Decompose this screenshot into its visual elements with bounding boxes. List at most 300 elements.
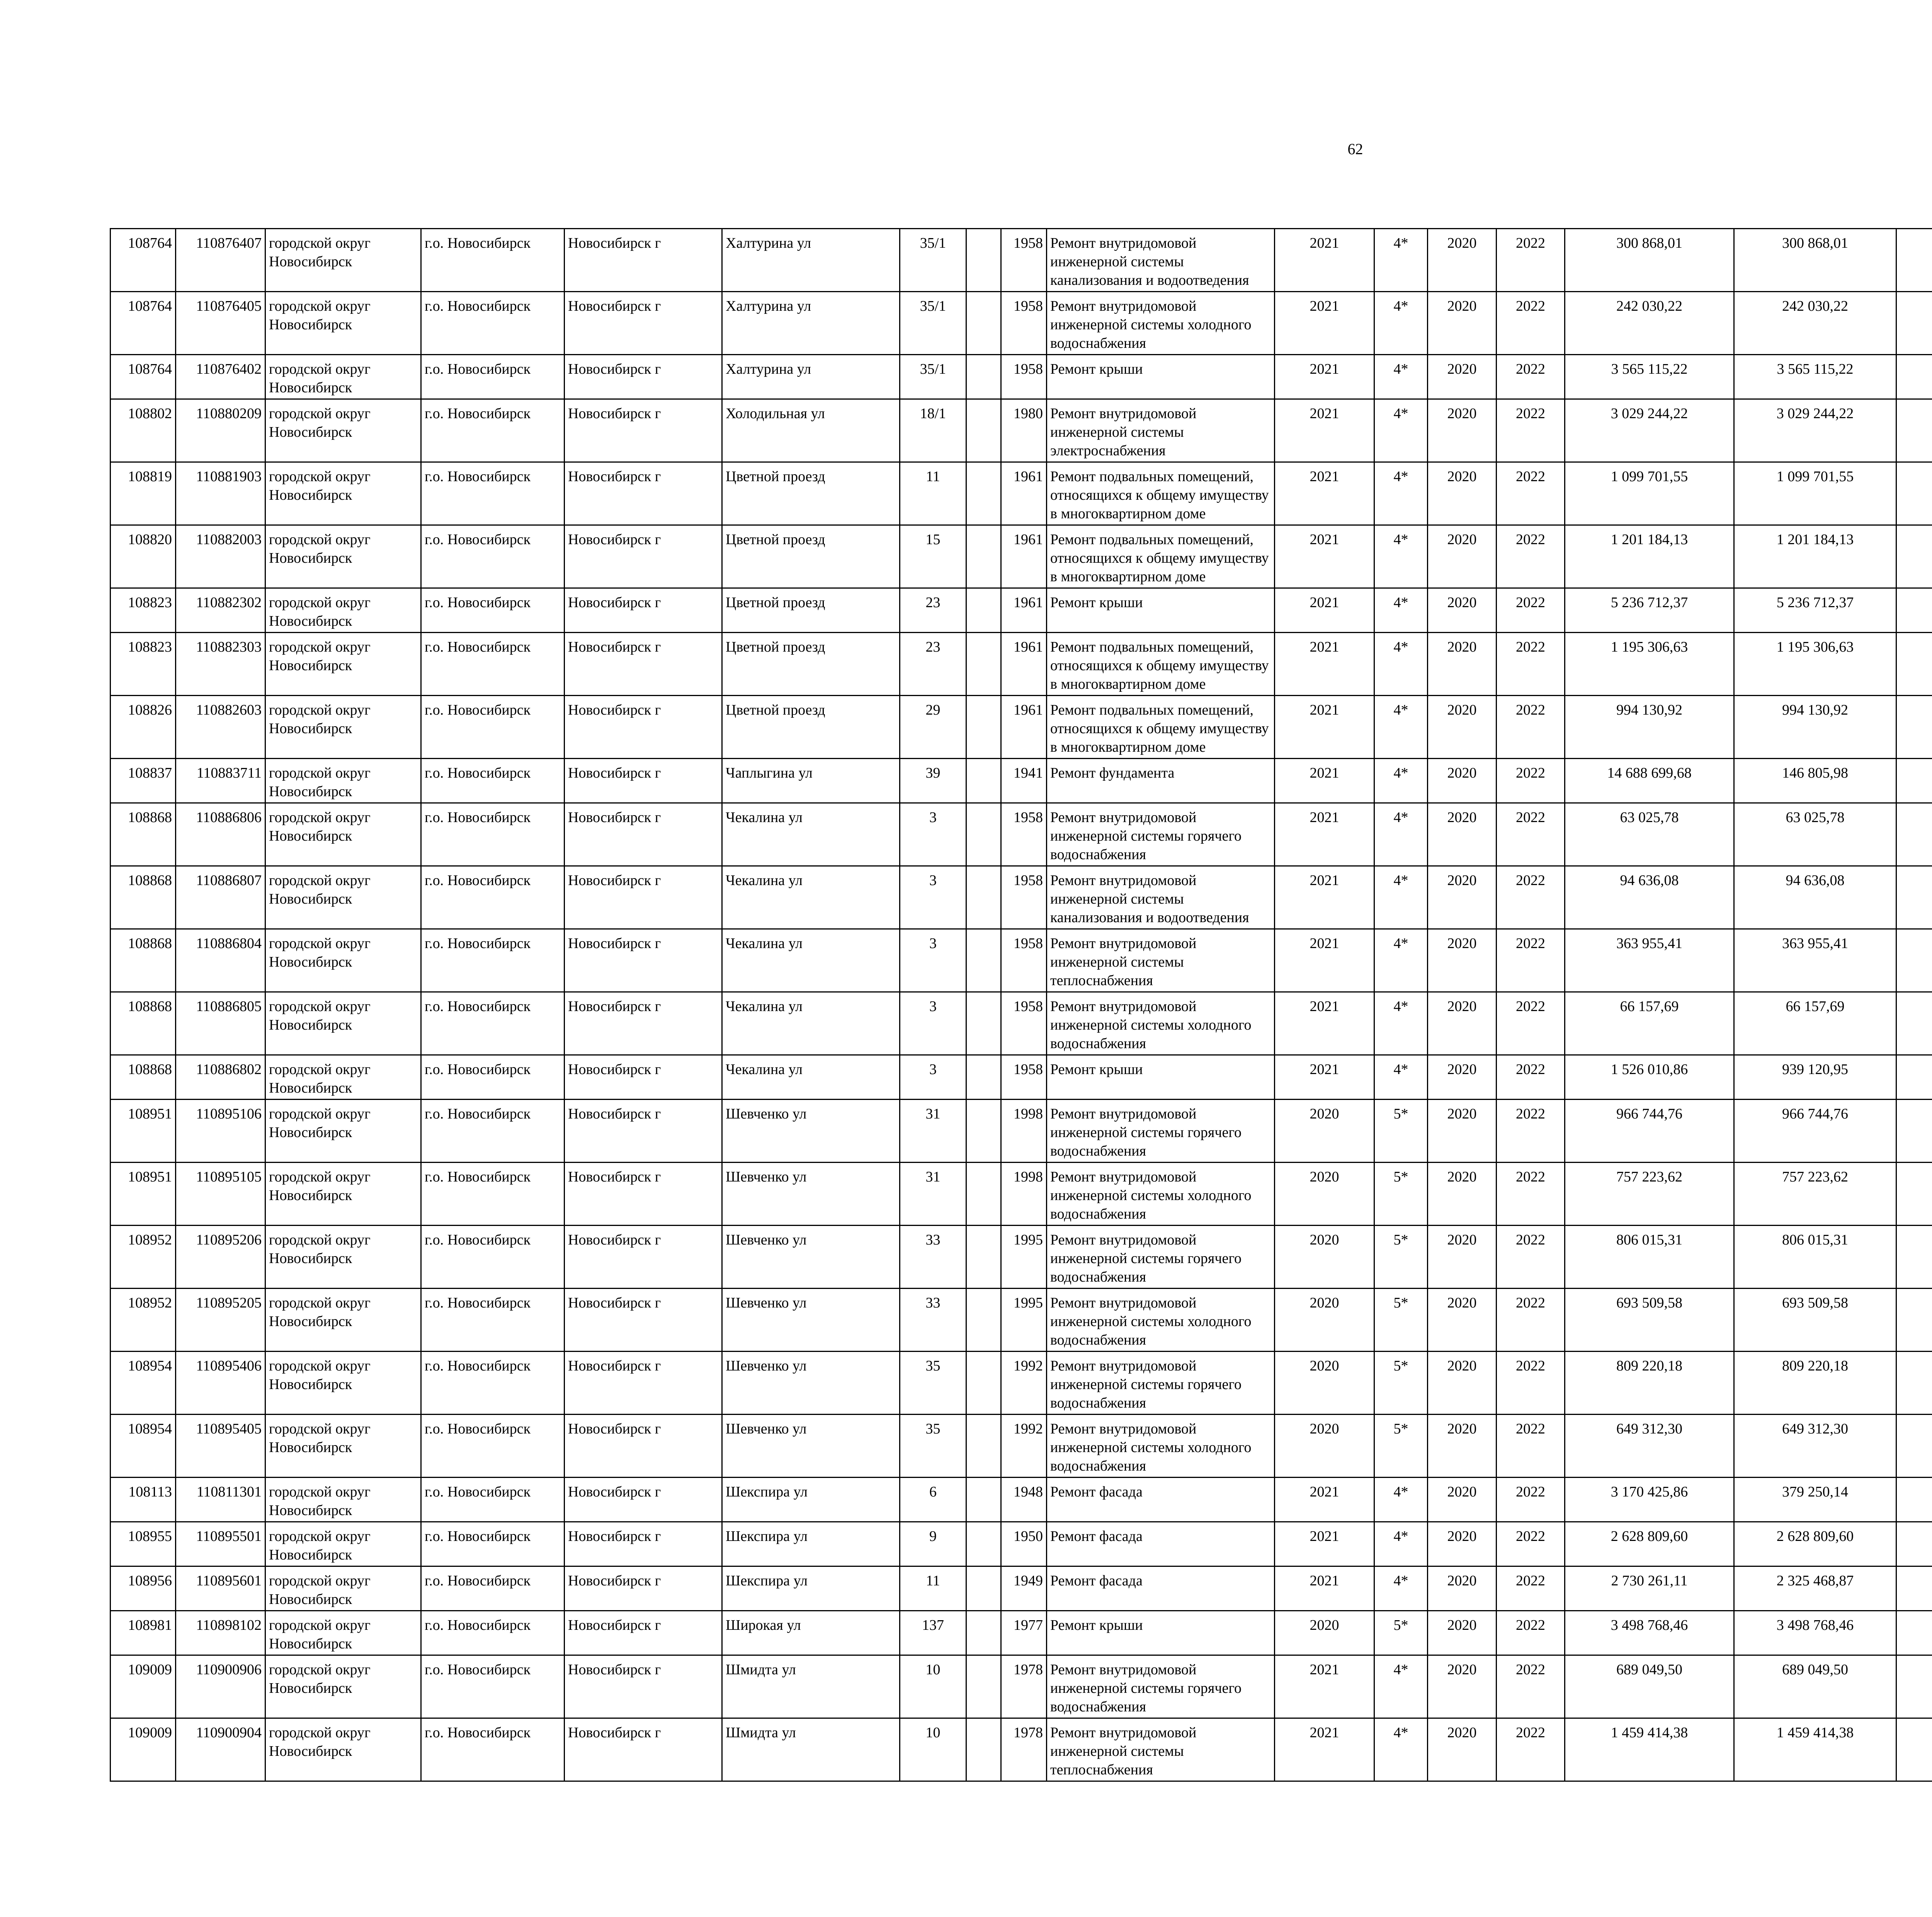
street-cell: Цветной проезд xyxy=(722,588,900,633)
plan-year-cell: 2021 xyxy=(1275,1522,1374,1566)
work-type-cell: Ремонт внутридомовой инженерной системы канализования и водоотведения xyxy=(1047,229,1275,292)
build-year-cell: 1998 xyxy=(1001,1163,1047,1226)
fund-cost-cell: 649 312,30 xyxy=(1734,1415,1896,1478)
object-id-cell: 108823 xyxy=(111,588,176,633)
fund-cost-cell: 146 805,98 xyxy=(1734,759,1896,803)
work-type-cell: Ремонт внутридомовой инженерной системы горячего водоснабжения xyxy=(1047,1100,1275,1163)
table-row xyxy=(111,1163,1932,1226)
building-letter-cell xyxy=(966,1226,1001,1289)
fund-cost-cell: 1 099 701,55 xyxy=(1734,462,1896,525)
regional-budget-cell xyxy=(1896,929,1932,992)
plan-year-cell: 2021 xyxy=(1275,992,1374,1055)
work-id-cell: 110876405 xyxy=(176,292,265,355)
municipality-cell: городской округ Новосибирск xyxy=(265,759,421,803)
object-id-cell: 108802 xyxy=(111,399,176,462)
street-cell: Шекспира ул xyxy=(722,1478,900,1522)
settlement-cell: Новосибирск г xyxy=(565,1352,722,1415)
priority-cell: 5* xyxy=(1374,1352,1428,1415)
build-year-cell: 1992 xyxy=(1001,1415,1047,1478)
priority-cell: 4* xyxy=(1374,929,1428,992)
municipality-cell: городской округ Новосибирск xyxy=(265,1522,421,1566)
end-year-cell: 2022 xyxy=(1497,292,1565,355)
end-year-cell: 2022 xyxy=(1497,525,1565,588)
plan-year-cell: 2021 xyxy=(1275,1655,1374,1718)
regional-budget-cell xyxy=(1896,229,1932,292)
start-year-cell: 2020 xyxy=(1428,525,1497,588)
settlement-cell: Новосибирск г xyxy=(565,588,722,633)
building-letter-cell xyxy=(966,1163,1001,1226)
street-cell: Шевченко ул xyxy=(722,1352,900,1415)
build-year-cell: 1958 xyxy=(1001,355,1047,399)
priority-cell: 4* xyxy=(1374,525,1428,588)
repair-register-table xyxy=(110,228,1932,1782)
fund-cost-cell: 939 120,95 xyxy=(1734,1055,1896,1100)
table-row xyxy=(111,355,1932,399)
priority-cell: 4* xyxy=(1374,588,1428,633)
street-cell: Чекалина ул xyxy=(722,929,900,992)
house-number-cell: 3 xyxy=(900,929,966,992)
start-year-cell: 2020 xyxy=(1428,1352,1497,1415)
street-cell: Цветной проезд xyxy=(722,462,900,525)
work-id-cell: 110883711 xyxy=(176,759,265,803)
object-id-cell: 109009 xyxy=(111,1655,176,1718)
table-row xyxy=(111,588,1932,633)
municipal-district-cell: г.о. Новосибирск xyxy=(421,1163,565,1226)
total-cost-cell: 14 688 699,68 xyxy=(1565,759,1734,803)
priority-cell: 4* xyxy=(1374,1566,1428,1611)
start-year-cell: 2020 xyxy=(1428,1163,1497,1226)
building-letter-cell xyxy=(966,525,1001,588)
building-letter-cell xyxy=(966,355,1001,399)
fund-cost-cell: 2 628 809,60 xyxy=(1734,1522,1896,1566)
build-year-cell: 1961 xyxy=(1001,696,1047,759)
start-year-cell: 2020 xyxy=(1428,1566,1497,1611)
object-id-cell: 108820 xyxy=(111,525,176,588)
object-id-cell: 108956 xyxy=(111,1566,176,1611)
fund-cost-cell: 994 130,92 xyxy=(1734,696,1896,759)
table-row xyxy=(111,866,1932,929)
house-number-cell: 3 xyxy=(900,992,966,1055)
object-id-cell: 108868 xyxy=(111,866,176,929)
end-year-cell: 2022 xyxy=(1497,588,1565,633)
settlement-cell: Новосибирск г xyxy=(565,866,722,929)
priority-cell: 5* xyxy=(1374,1226,1428,1289)
table-row xyxy=(111,1226,1932,1289)
work-id-cell: 110886806 xyxy=(176,803,265,866)
street-cell: Шмидта ул xyxy=(722,1718,900,1781)
building-letter-cell xyxy=(966,759,1001,803)
total-cost-cell: 1 201 184,13 xyxy=(1565,525,1734,588)
regional-budget-cell xyxy=(1896,1100,1932,1163)
end-year-cell: 2022 xyxy=(1497,1163,1565,1226)
object-id-cell: 108837 xyxy=(111,759,176,803)
priority-cell: 4* xyxy=(1374,696,1428,759)
fund-cost-cell: 1 201 184,13 xyxy=(1734,525,1896,588)
building-letter-cell xyxy=(966,866,1001,929)
end-year-cell: 2022 xyxy=(1497,992,1565,1055)
settlement-cell: Новосибирск г xyxy=(565,803,722,866)
street-cell: Чекалина ул xyxy=(722,866,900,929)
build-year-cell: 1958 xyxy=(1001,929,1047,992)
start-year-cell: 2020 xyxy=(1428,399,1497,462)
settlement-cell: Новосибирск г xyxy=(565,1226,722,1289)
work-id-cell: 110895406 xyxy=(176,1352,265,1415)
work-type-cell: Ремонт подвальных помещений, относящихся к общему имуществу в многоквартирном доме xyxy=(1047,633,1275,696)
municipal-district-cell: г.о. Новосибирск xyxy=(421,1655,565,1718)
regional-budget-cell xyxy=(1896,399,1932,462)
municipality-cell: городской округ Новосибирск xyxy=(265,399,421,462)
object-id-cell: 108819 xyxy=(111,462,176,525)
start-year-cell: 2020 xyxy=(1428,1611,1497,1655)
settlement-cell: Новосибирск г xyxy=(565,525,722,588)
municipal-district-cell: г.о. Новосибирск xyxy=(421,525,565,588)
fund-cost-cell: 94 636,08 xyxy=(1734,866,1896,929)
regional-budget-cell xyxy=(1896,525,1932,588)
object-id-cell: 108951 xyxy=(111,1100,176,1163)
work-id-cell: 110900904 xyxy=(176,1718,265,1781)
end-year-cell: 2022 xyxy=(1497,1522,1565,1566)
work-type-cell: Ремонт крыши xyxy=(1047,1611,1275,1655)
municipal-district-cell: г.о. Новосибирск xyxy=(421,866,565,929)
priority-cell: 4* xyxy=(1374,1522,1428,1566)
end-year-cell: 2022 xyxy=(1497,1100,1565,1163)
total-cost-cell: 1 526 010,86 xyxy=(1565,1055,1734,1100)
municipal-district-cell: г.о. Новосибирск xyxy=(421,1478,565,1522)
fund-cost-cell: 1 459 414,38 xyxy=(1734,1718,1896,1781)
table-row xyxy=(111,229,1932,292)
municipality-cell: городской округ Новосибирск xyxy=(265,1055,421,1100)
fund-cost-cell: 5 236 712,37 xyxy=(1734,588,1896,633)
house-number-cell: 137 xyxy=(900,1611,966,1655)
municipal-district-cell: г.о. Новосибирск xyxy=(421,355,565,399)
table-row xyxy=(111,1522,1932,1566)
work-id-cell: 110811301 xyxy=(176,1478,265,1522)
plan-year-cell: 2021 xyxy=(1275,525,1374,588)
work-type-cell: Ремонт внутридомовой инженерной системы электроснабжения xyxy=(1047,399,1275,462)
total-cost-cell: 66 157,69 xyxy=(1565,992,1734,1055)
plan-year-cell: 2020 xyxy=(1275,1163,1374,1226)
object-id-cell: 108952 xyxy=(111,1289,176,1352)
build-year-cell: 1978 xyxy=(1001,1718,1047,1781)
municipality-cell: городской округ Новосибирск xyxy=(265,1226,421,1289)
work-type-cell: Ремонт внутридомовой инженерной системы горячего водоснабжения xyxy=(1047,1226,1275,1289)
municipality-cell: городской округ Новосибирск xyxy=(265,525,421,588)
house-number-cell: 39 xyxy=(900,759,966,803)
municipality-cell: городской округ Новосибирск xyxy=(265,355,421,399)
municipal-district-cell: г.о. Новосибирск xyxy=(421,1226,565,1289)
work-id-cell: 110895601 xyxy=(176,1566,265,1611)
start-year-cell: 2020 xyxy=(1428,292,1497,355)
build-year-cell: 1995 xyxy=(1001,1226,1047,1289)
end-year-cell: 2022 xyxy=(1497,696,1565,759)
total-cost-cell: 693 509,58 xyxy=(1565,1289,1734,1352)
municipal-district-cell: г.о. Новосибирск xyxy=(421,1566,565,1611)
municipality-cell: городской округ Новосибирск xyxy=(265,696,421,759)
priority-cell: 4* xyxy=(1374,1718,1428,1781)
house-number-cell: 35/1 xyxy=(900,292,966,355)
municipality-cell: городской округ Новосибирск xyxy=(265,462,421,525)
fund-cost-cell: 3 498 768,46 xyxy=(1734,1611,1896,1655)
plan-year-cell: 2021 xyxy=(1275,633,1374,696)
plan-year-cell: 2020 xyxy=(1275,1100,1374,1163)
regional-budget-cell xyxy=(1896,1611,1932,1655)
street-cell: Цветной проезд xyxy=(722,696,900,759)
street-cell: Цветной проезд xyxy=(722,633,900,696)
object-id-cell: 108764 xyxy=(111,355,176,399)
total-cost-cell: 363 955,41 xyxy=(1565,929,1734,992)
fund-cost-cell: 63 025,78 xyxy=(1734,803,1896,866)
start-year-cell: 2020 xyxy=(1428,866,1497,929)
build-year-cell: 1961 xyxy=(1001,462,1047,525)
work-type-cell: Ремонт фундамента xyxy=(1047,759,1275,803)
building-letter-cell xyxy=(966,1289,1001,1352)
total-cost-cell: 809 220,18 xyxy=(1565,1352,1734,1415)
fund-cost-cell: 693 509,58 xyxy=(1734,1289,1896,1352)
house-number-cell: 3 xyxy=(900,866,966,929)
street-cell: Шевченко ул xyxy=(722,1100,900,1163)
house-number-cell: 33 xyxy=(900,1226,966,1289)
end-year-cell: 2022 xyxy=(1497,229,1565,292)
building-letter-cell xyxy=(966,1718,1001,1781)
regional-budget-cell xyxy=(1896,1415,1932,1478)
building-letter-cell xyxy=(966,696,1001,759)
street-cell: Шевченко ул xyxy=(722,1163,900,1226)
work-id-cell: 110886807 xyxy=(176,866,265,929)
fund-cost-cell: 2 325 468,87 xyxy=(1734,1566,1896,1611)
work-id-cell: 110882302 xyxy=(176,588,265,633)
municipality-cell: городской округ Новосибирск xyxy=(265,1415,421,1478)
settlement-cell: Новосибирск г xyxy=(565,929,722,992)
end-year-cell: 2022 xyxy=(1497,759,1565,803)
building-letter-cell xyxy=(966,992,1001,1055)
regional-budget-cell xyxy=(1896,1163,1932,1226)
end-year-cell: 2022 xyxy=(1497,1289,1565,1352)
fund-cost-cell: 809 220,18 xyxy=(1734,1352,1896,1415)
plan-year-cell: 2021 xyxy=(1275,1055,1374,1100)
plan-year-cell: 2021 xyxy=(1275,1566,1374,1611)
end-year-cell: 2022 xyxy=(1497,1566,1565,1611)
settlement-cell: Новосибирск г xyxy=(565,1415,722,1478)
regional-budget-cell xyxy=(1896,1718,1932,1781)
end-year-cell: 2022 xyxy=(1497,1352,1565,1415)
municipal-district-cell: г.о. Новосибирск xyxy=(421,803,565,866)
total-cost-cell: 757 223,62 xyxy=(1565,1163,1734,1226)
work-type-cell: Ремонт внутридомовой инженерной системы теплоснабжения xyxy=(1047,929,1275,992)
total-cost-cell: 94 636,08 xyxy=(1565,866,1734,929)
street-cell: Шекспира ул xyxy=(722,1566,900,1611)
municipality-cell: городской округ Новосибирск xyxy=(265,1478,421,1522)
municipality-cell: городской округ Новосибирск xyxy=(265,292,421,355)
total-cost-cell: 300 868,01 xyxy=(1565,229,1734,292)
settlement-cell: Новосибирск г xyxy=(565,462,722,525)
work-type-cell: Ремонт фасада xyxy=(1047,1478,1275,1522)
build-year-cell: 1980 xyxy=(1001,399,1047,462)
plan-year-cell: 2020 xyxy=(1275,1352,1374,1415)
start-year-cell: 2020 xyxy=(1428,696,1497,759)
start-year-cell: 2020 xyxy=(1428,1289,1497,1352)
municipality-cell: городской округ Новосибирск xyxy=(265,1611,421,1655)
work-id-cell: 110886802 xyxy=(176,1055,265,1100)
table-row xyxy=(111,292,1932,355)
priority-cell: 4* xyxy=(1374,462,1428,525)
plan-year-cell: 2021 xyxy=(1275,588,1374,633)
table-row xyxy=(111,1478,1932,1522)
build-year-cell: 1948 xyxy=(1001,1478,1047,1522)
end-year-cell: 2022 xyxy=(1497,355,1565,399)
regional-budget-cell xyxy=(1896,1655,1932,1718)
priority-cell: 4* xyxy=(1374,1655,1428,1718)
work-id-cell: 110895501 xyxy=(176,1522,265,1566)
work-type-cell: Ремонт подвальных помещений, относящихся к общему имуществу в многоквартирном доме xyxy=(1047,696,1275,759)
settlement-cell: Новосибирск г xyxy=(565,1611,722,1655)
regional-budget-cell xyxy=(1896,1226,1932,1289)
regional-budget-cell xyxy=(1896,992,1932,1055)
street-cell: Чекалина ул xyxy=(722,1055,900,1100)
build-year-cell: 1950 xyxy=(1001,1522,1047,1566)
end-year-cell: 2022 xyxy=(1497,929,1565,992)
municipality-cell: городской округ Новосибирск xyxy=(265,1163,421,1226)
table-row xyxy=(111,399,1932,462)
work-id-cell: 110882603 xyxy=(176,696,265,759)
priority-cell: 5* xyxy=(1374,1611,1428,1655)
object-id-cell: 108826 xyxy=(111,696,176,759)
object-id-cell: 108764 xyxy=(111,229,176,292)
municipal-district-cell: г.о. Новосибирск xyxy=(421,633,565,696)
building-letter-cell xyxy=(966,633,1001,696)
end-year-cell: 2022 xyxy=(1497,633,1565,696)
municipal-district-cell: г.о. Новосибирск xyxy=(421,1100,565,1163)
municipality-cell: городской округ Новосибирск xyxy=(265,929,421,992)
municipality-cell: городской округ Новосибирск xyxy=(265,1100,421,1163)
regional-budget-cell xyxy=(1896,696,1932,759)
table-row xyxy=(111,1655,1932,1718)
priority-cell: 5* xyxy=(1374,1415,1428,1478)
house-number-cell: 23 xyxy=(900,633,966,696)
total-cost-cell: 3 170 425,86 xyxy=(1565,1478,1734,1522)
plan-year-cell: 2021 xyxy=(1275,759,1374,803)
table-row xyxy=(111,1566,1932,1611)
total-cost-cell: 649 312,30 xyxy=(1565,1415,1734,1478)
regional-budget-cell xyxy=(1896,1055,1932,1100)
table-row xyxy=(111,462,1932,525)
settlement-cell: Новосибирск г xyxy=(565,759,722,803)
regional-budget-cell xyxy=(1896,1352,1932,1415)
priority-cell: 5* xyxy=(1374,1163,1428,1226)
object-id-cell: 108954 xyxy=(111,1415,176,1478)
settlement-cell: Новосибирск г xyxy=(565,355,722,399)
fund-cost-cell: 3 565 115,22 xyxy=(1734,355,1896,399)
house-number-cell: 35/1 xyxy=(900,355,966,399)
work-id-cell: 110895205 xyxy=(176,1289,265,1352)
table-row xyxy=(111,992,1932,1055)
house-number-cell: 35/1 xyxy=(900,229,966,292)
settlement-cell: Новосибирск г xyxy=(565,1163,722,1226)
municipality-cell: городской округ Новосибирск xyxy=(265,588,421,633)
street-cell: Шевченко ул xyxy=(722,1289,900,1352)
table-row xyxy=(111,1055,1932,1100)
municipal-district-cell: г.о. Новосибирск xyxy=(421,992,565,1055)
work-id-cell: 110882003 xyxy=(176,525,265,588)
start-year-cell: 2020 xyxy=(1428,462,1497,525)
start-year-cell: 2020 xyxy=(1428,633,1497,696)
start-year-cell: 2020 xyxy=(1428,1655,1497,1718)
object-id-cell: 108764 xyxy=(111,292,176,355)
work-id-cell: 110882303 xyxy=(176,633,265,696)
settlement-cell: Новосибирск г xyxy=(565,399,722,462)
regional-budget-cell xyxy=(1896,588,1932,633)
municipal-district-cell: г.о. Новосибирск xyxy=(421,1718,565,1781)
start-year-cell: 2020 xyxy=(1428,229,1497,292)
priority-cell: 5* xyxy=(1374,1100,1428,1163)
build-year-cell: 1961 xyxy=(1001,633,1047,696)
house-number-cell: 9 xyxy=(900,1522,966,1566)
plan-year-cell: 2021 xyxy=(1275,229,1374,292)
building-letter-cell xyxy=(966,1055,1001,1100)
object-id-cell: 108868 xyxy=(111,1055,176,1100)
fund-cost-cell: 689 049,50 xyxy=(1734,1655,1896,1718)
street-cell: Чекалина ул xyxy=(722,992,900,1055)
municipality-cell: городской округ Новосибирск xyxy=(265,1352,421,1415)
object-id-cell: 108868 xyxy=(111,803,176,866)
house-number-cell: 3 xyxy=(900,803,966,866)
plan-year-cell: 2021 xyxy=(1275,399,1374,462)
house-number-cell: 15 xyxy=(900,525,966,588)
work-type-cell: Ремонт внутридомовой инженерной системы холодного водоснабжения xyxy=(1047,292,1275,355)
building-letter-cell xyxy=(966,1415,1001,1478)
build-year-cell: 1961 xyxy=(1001,588,1047,633)
work-type-cell: Ремонт крыши xyxy=(1047,1055,1275,1100)
municipal-district-cell: г.о. Новосибирск xyxy=(421,229,565,292)
priority-cell: 4* xyxy=(1374,759,1428,803)
total-cost-cell: 1 099 701,55 xyxy=(1565,462,1734,525)
object-id-cell: 108981 xyxy=(111,1611,176,1655)
municipal-district-cell: г.о. Новосибирск xyxy=(421,1055,565,1100)
street-cell: Чекалина ул xyxy=(722,803,900,866)
regional-budget-cell xyxy=(1896,462,1932,525)
total-cost-cell: 806 015,31 xyxy=(1565,1226,1734,1289)
plan-year-cell: 2020 xyxy=(1275,1611,1374,1655)
house-number-cell: 11 xyxy=(900,462,966,525)
work-type-cell: Ремонт внутридомовой инженерной системы холодного водоснабжения xyxy=(1047,992,1275,1055)
table-row xyxy=(111,1415,1932,1478)
municipality-cell: городской округ Новосибирск xyxy=(265,1289,421,1352)
regional-budget-cell xyxy=(1896,1289,1932,1352)
settlement-cell: Новосибирск г xyxy=(565,1718,722,1781)
municipal-district-cell: г.о. Новосибирск xyxy=(421,292,565,355)
municipality-cell: городской округ Новосибирск xyxy=(265,1566,421,1611)
regional-budget-cell xyxy=(1896,759,1932,803)
house-number-cell: 31 xyxy=(900,1100,966,1163)
work-id-cell: 110886804 xyxy=(176,929,265,992)
plan-year-cell: 2021 xyxy=(1275,929,1374,992)
work-id-cell: 110900906 xyxy=(176,1655,265,1718)
plan-year-cell: 2021 xyxy=(1275,866,1374,929)
fund-cost-cell: 757 223,62 xyxy=(1734,1163,1896,1226)
work-id-cell: 110876407 xyxy=(176,229,265,292)
build-year-cell: 1995 xyxy=(1001,1289,1047,1352)
plan-year-cell: 2021 xyxy=(1275,803,1374,866)
street-cell: Холодильная ул xyxy=(722,399,900,462)
total-cost-cell: 3 029 244,22 xyxy=(1565,399,1734,462)
build-year-cell: 1958 xyxy=(1001,992,1047,1055)
priority-cell: 5* xyxy=(1374,1289,1428,1352)
plan-year-cell: 2021 xyxy=(1275,292,1374,355)
end-year-cell: 2022 xyxy=(1497,1718,1565,1781)
building-letter-cell xyxy=(966,1478,1001,1522)
work-type-cell: Ремонт фасада xyxy=(1047,1566,1275,1611)
priority-cell: 4* xyxy=(1374,866,1428,929)
municipal-district-cell: г.о. Новосибирск xyxy=(421,1352,565,1415)
